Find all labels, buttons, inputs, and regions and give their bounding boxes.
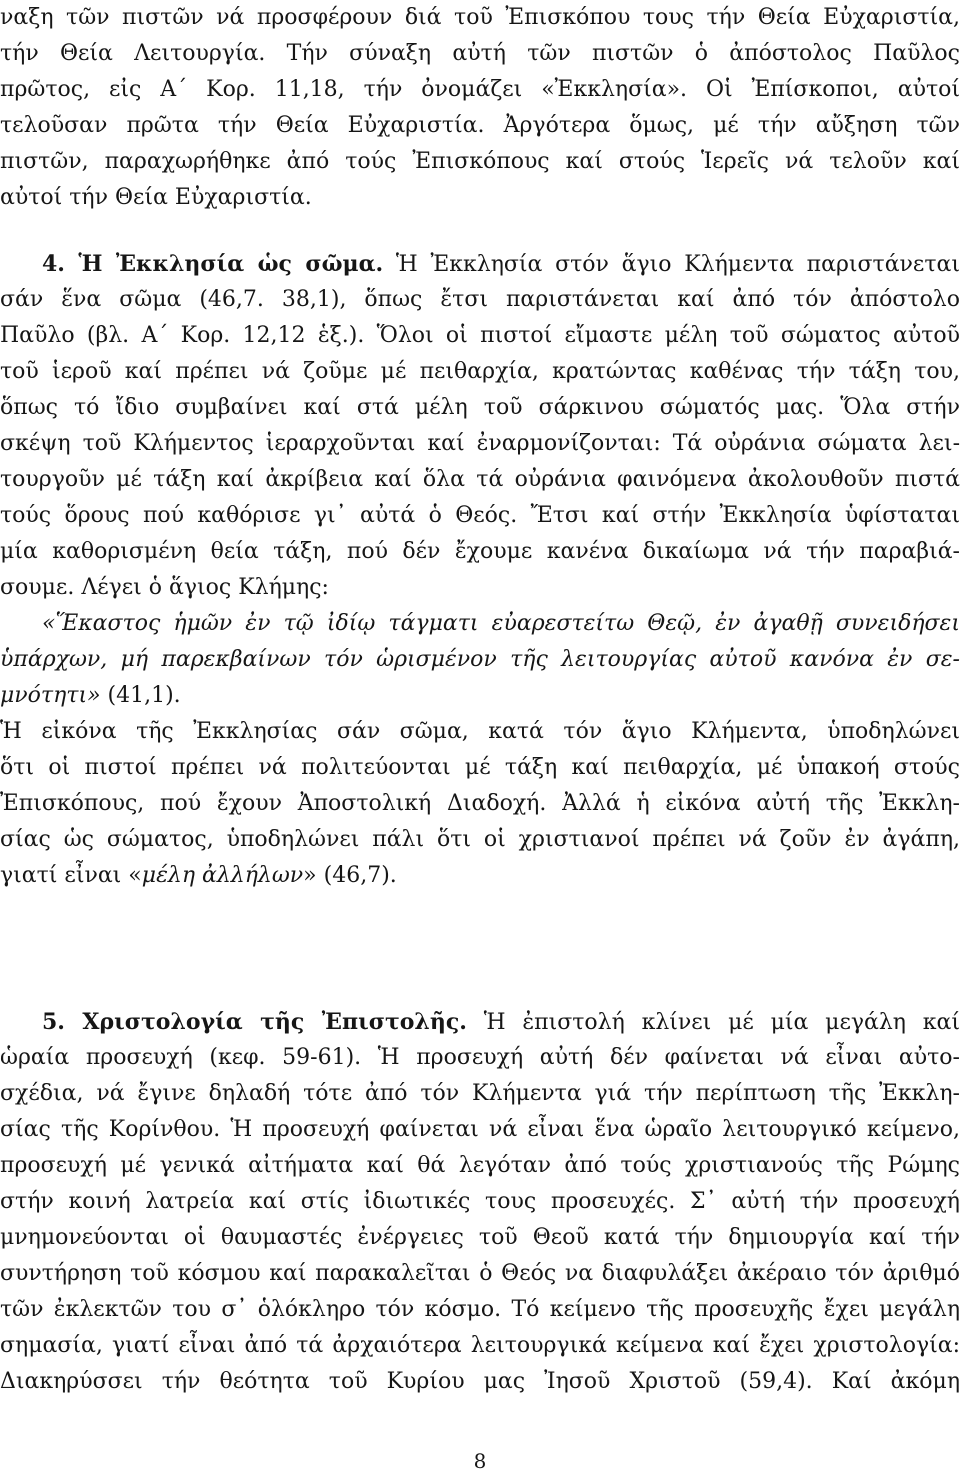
text-line: ὅτι οἱ πιστοί πρέπει νά πολιτεύονται μέ τάξη καί πειθαρχία, μέ ὑπακοή στούς bbox=[0, 755, 960, 780]
text-line: ναξη τῶν πιστῶν νά προσφέρουν διά τοῦ Ἐπισκόπου τους τήν Θεία Εὐχαριστία, bbox=[0, 5, 960, 30]
page-number: 8 bbox=[473, 1449, 487, 1473]
text-line: σίας τῆς Κορίνθου. Ἡ προσευχή φαίνεται νά εἶναι ἕνα ὡραῖο λειτουργικό κείμενο, bbox=[0, 1117, 960, 1142]
text-line: γιατί εἶναι «μέλη ἀλλήλων» (46,7). bbox=[0, 863, 397, 888]
text-line: σχέδια, νά ἔγινε δηλαδή τότε ἀπό τόν Κλήμεντα γιά τήν περίπτωση τῆς Ἐκκλη- bbox=[0, 1081, 960, 1106]
quote-line: ὑπάρχων, μή παρεκβαίνων τόν ὡρισμένον τῆς λειτουργίας αὐτοῦ κανόνα ἐν σε- bbox=[0, 647, 960, 672]
section-heading: 5. Χριστολογία τῆς Ἐπιστολῆς. bbox=[42, 1009, 467, 1035]
section-heading: 4. Ἡ Ἐκκλησία ὡς σῶμα. bbox=[42, 251, 384, 277]
text-line: τελοῦσαν πρῶτα τήν Θεία Εὐχαριστία. Ἀργότερα ὅμως, μέ τήν αὔξηση τῶν bbox=[0, 113, 960, 138]
section-4-heading-line: 4. Ἡ Ἐκκλησία ὡς σῶμα. Ἡ Ἐκκλησία στόν ἅγιο Κλήμεντα παριστάνεται bbox=[42, 251, 960, 277]
section-5-heading-line: 5. Χριστολογία τῆς Ἐπιστολῆς. Ἡ ἐπιστολή κλίνει μέ μία μεγάλη καί bbox=[42, 1009, 960, 1035]
quote-line: μνότητι» (41,1). bbox=[0, 683, 181, 708]
text-line: ὅπως τό ἴδιο συμβαίνει καί στά μέλη τοῦ σάρκινου σώματός μας. Ὅλα στήν bbox=[0, 395, 960, 420]
text-line: πιστῶν, παραχωρήθηκε ἀπό τούς Ἐπισκόπους καί στούς Ἱερεῖς νά τελοῦν καί bbox=[0, 149, 960, 174]
text-line: σκέψη τοῦ Κλήμεντος ἱεραρχοῦνται καί ἐναρμονίζονται: Τά οὐράνια σώματα λει- bbox=[0, 431, 960, 456]
text-line: τήν Θεία Λειτουργία. Τήν σύναξη αὐτή τῶν πιστῶν ὁ ἀπόστολος Παῦλος bbox=[0, 41, 960, 66]
text-line: τῶν ἐκλεκτῶν του σ᾿ ὁλόκληρο τόν κόσμο. Τό κείμενο τῆς προσευχῆς ἔχει μεγάλη bbox=[0, 1297, 960, 1322]
text-line: στήν κοινή λατρεία καί στίς ἰδιωτικές τους προσευχές. Σ᾿ αὐτή τήν προσευχή bbox=[0, 1189, 960, 1214]
text-line: Ἐπισκόπους, πού ἔχουν Ἀποστολική Διαδοχή. Ἀλλά ἡ εἰκόνα αὐτή τῆς Ἐκκλη- bbox=[0, 791, 960, 816]
text-line: προσευχή μέ γενικά αἰτήματα καί θά λεγόταν ἀπό τούς χριστιανούς τῆς Ρώμης bbox=[0, 1153, 960, 1178]
text-line: Παῦλο (βλ. Α΄ Κορ. 12,12 ἑξ.). Ὅλοι οἱ πιστοί εἴμαστε μέλη τοῦ σώματος αὐτοῦ bbox=[0, 323, 960, 348]
text-line: σίας ὡς σώματος, ὑποδηλώνει πάλι ὅτι οἱ χριστιανοί πρέπει νά ζοῦν ἐν ἀγάπη, bbox=[0, 827, 960, 852]
text-line: τοῦ ἱεροῦ καί πρέπει νά ζοῦμε μέ πειθαρχία, κρατώντας καθένας τήν τάξη του, bbox=[0, 359, 960, 384]
text-line: μία καθορισμένη θεία τάξη, πού δέν ἔχουμε κανένα δικαίωμα νά τήν παραβιά- bbox=[0, 539, 960, 564]
text-line: τούς ὅρους πού καθόρισε γι᾿ αὐτά ὁ Θεός. Ἔτσι καί στήν Ἐκκλησία ὑφίσταται bbox=[0, 503, 960, 528]
text-line: σημασία, γιατί εἶναι ἀπό τά ἀρχαιότερα λειτουργικά κείμενα καί ἔχει χριστολογία: bbox=[0, 1333, 960, 1358]
text-line: Διακηρύσσει τήν θεότητα τοῦ Κυρίου μας Ἰησοῦ Χριστοῦ (59,4). Καί ἀκόμη bbox=[0, 1369, 960, 1394]
quote-line: «Ἕκαστος ἡμῶν ἐν τῷ ἰδίῳ τάγματι εὐαρεστείτω Θεῷ, ἐν ἀγαθῇ συνειδήσει bbox=[42, 611, 960, 636]
text-line: μνημονεύονται οἱ θαυμαστές ἐνέργειες τοῦ Θεοῦ κατά τήν δημιουργία καί τήν bbox=[0, 1225, 960, 1250]
text-line: Ἡ εἰκόνα τῆς Ἐκκλησίας σάν σῶμα, κατά τόν ἅγιο Κλήμεντα, ὑποδηλώνει bbox=[0, 719, 960, 744]
text-line: σουμε. Λέγει ὁ ἅγιος Κλήμης: bbox=[0, 575, 329, 600]
text-line: πρῶτος, εἰς Α΄ Κορ. 11,18, τήν ὀνομάζει «Ἐκκλησία». Οἱ Ἐπίσκοποι, αὐτοί bbox=[0, 77, 960, 102]
text-line: αὐτοί τήν Θεία Εὐχαριστία. bbox=[0, 185, 312, 210]
text-line: σάν ἕνα σῶμα (46,7. 38,1), ὅπως ἔτσι παριστάνεται καί ἀπό τόν ἀπόστολο bbox=[0, 287, 960, 312]
text-line: ὡραία προσευχή (κεφ. 59-61). Ἡ προσευχή αὐτή δέν φαίνεται νά εἶναι αὐτο- bbox=[0, 1045, 960, 1070]
text-line: συντήρηση τοῦ κόσμου καί παρακαλεῖται ὁ Θεός να διαφυλάξει ἀκέραιο τόν ἀριθμό bbox=[0, 1261, 960, 1286]
text-line: τουργοῦν μέ τάξη καί ἀκρίβεια καί ὅλα τά οὐράνια φαινόμενα ἀκολουθοῦν πιστά bbox=[0, 467, 960, 492]
